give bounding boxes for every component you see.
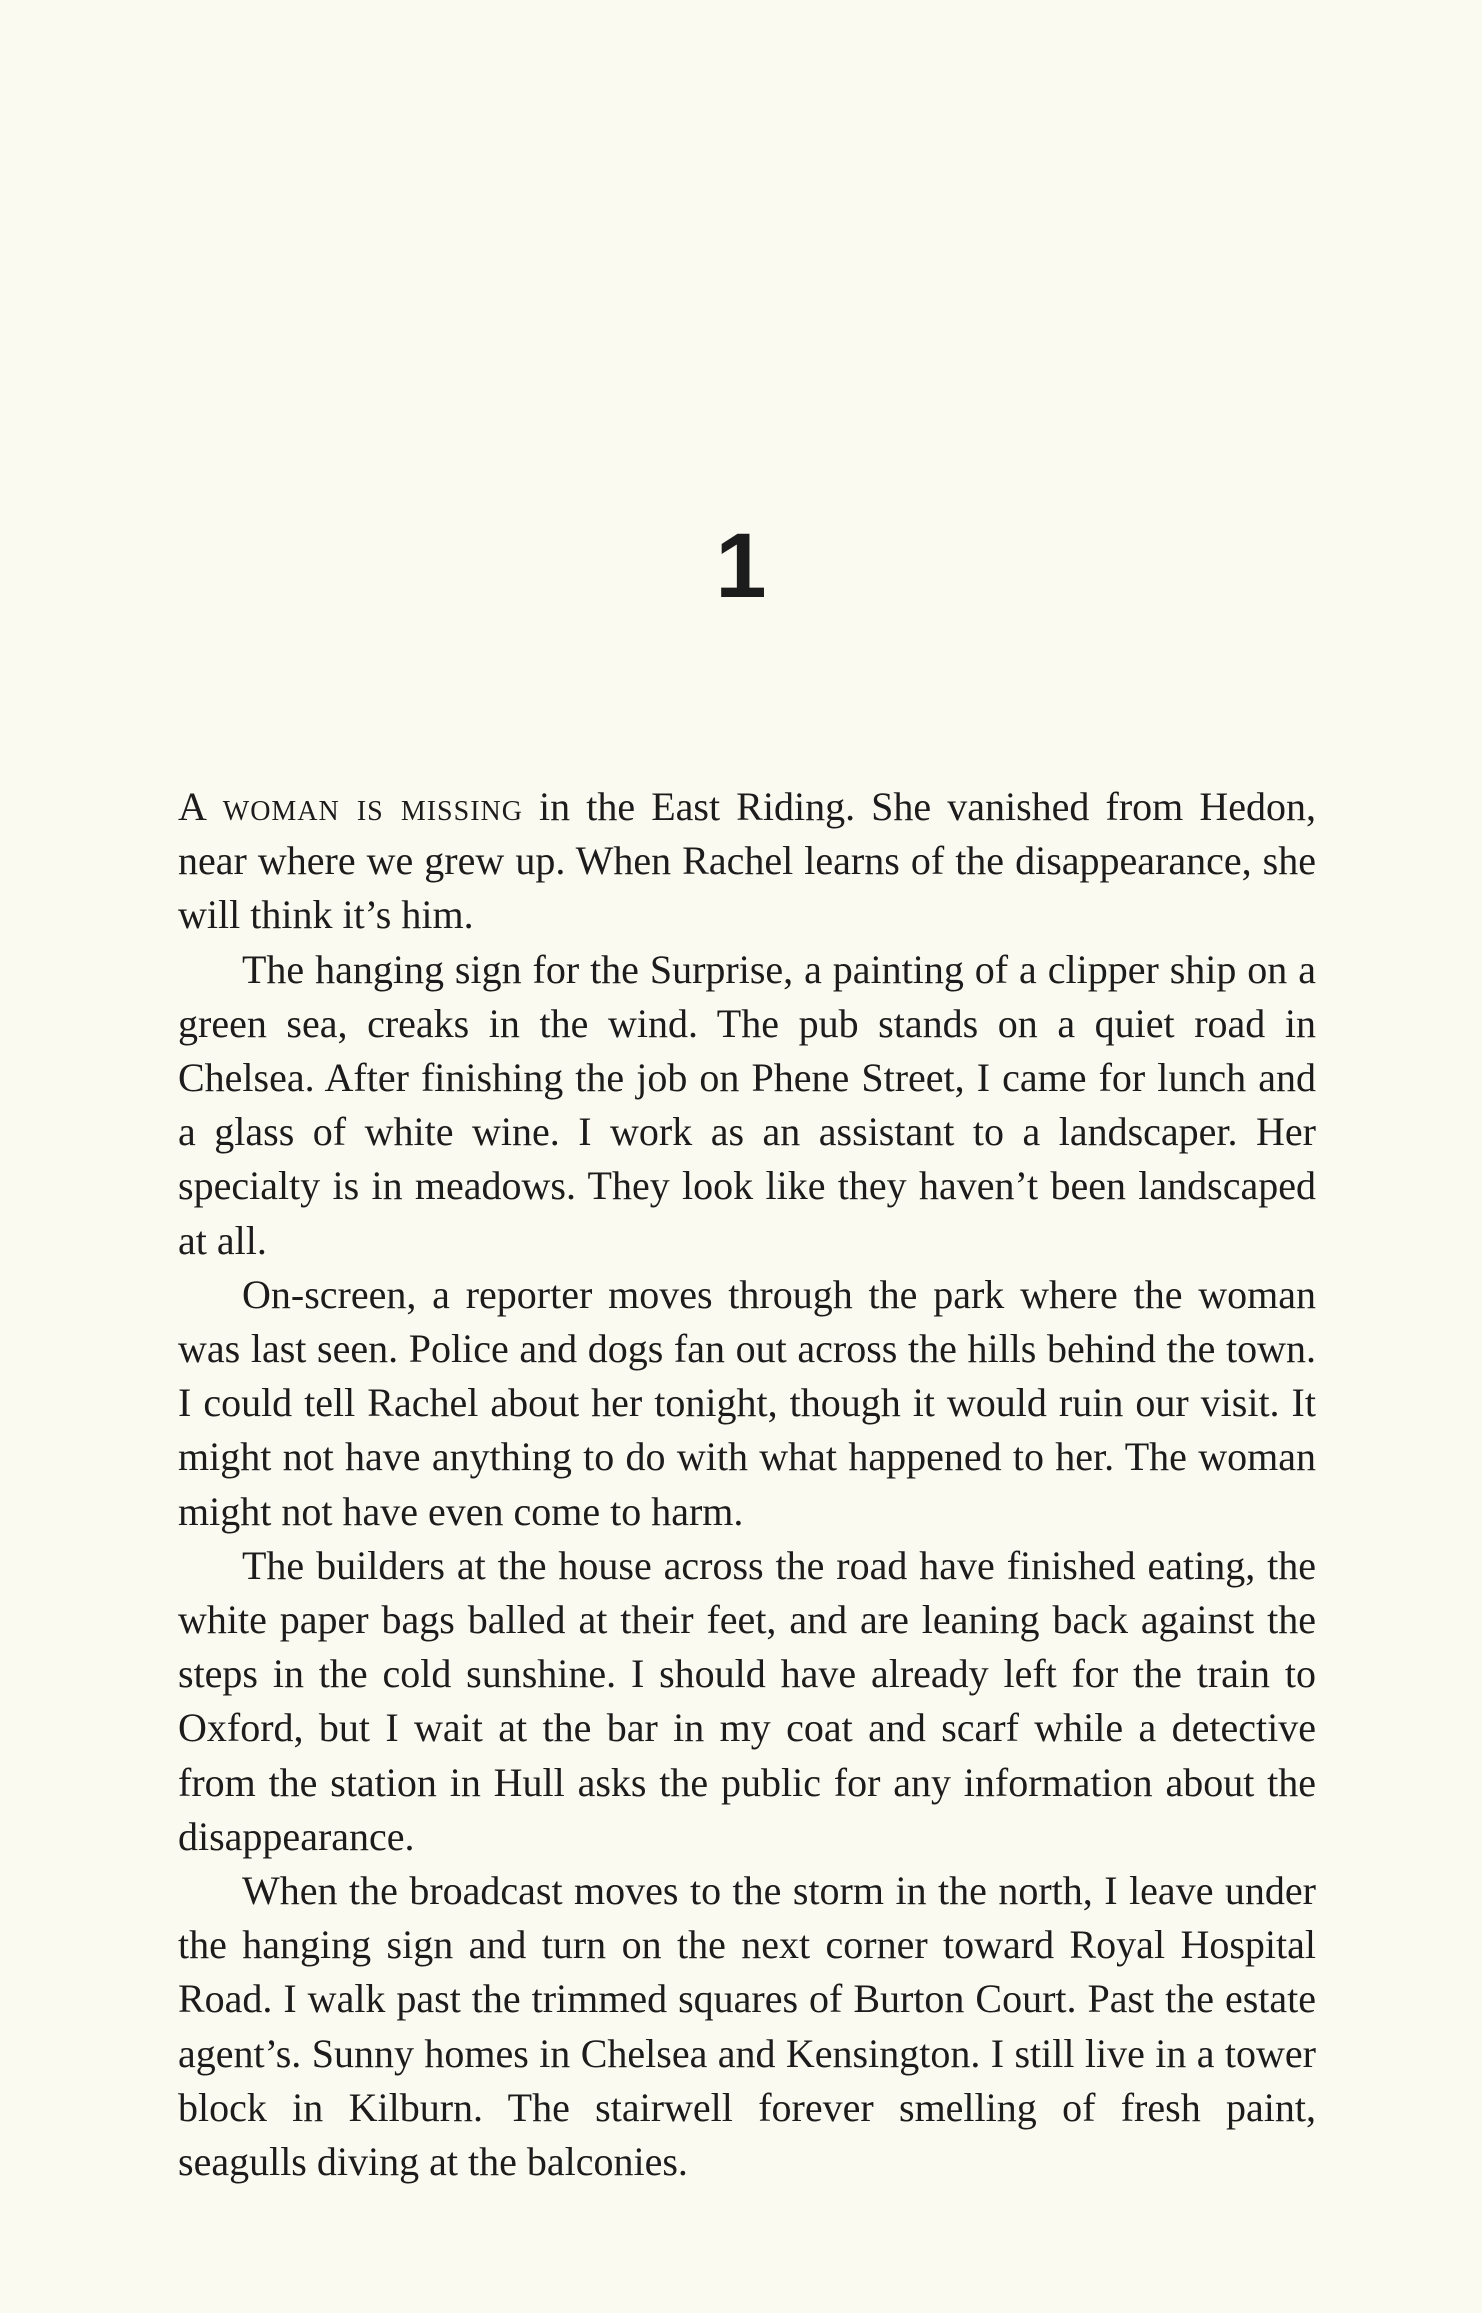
paragraph-4: The builders at the house across the road have finished eating, the white paper bags balled at their feet, and are leaning back against the steps in the cold sunshine. I should have already left for the train to Oxford, but I wait at the bar in my coat and scarf while a detective from the station in Hull asks the public for any information about the disappearance. — [178, 1542, 1316, 1859]
body-text — [178, 780, 1316, 2189]
paragraph-3: On-screen, a reporter moves through the park where the woman was last seen. Police and dogs fan out across the hills behind the town. I could tell Rachel about her tonight, though it would ruin our visit. It might not have anything to do with what happened to her. The woman might not have even come to harm. — [178, 1271, 1316, 1534]
lead-in-smallcaps: A woman is missing — [178, 784, 523, 829]
paragraph-1 — [178, 780, 1316, 943]
paragraph-5: When the broadcast moves to the storm in the north, I leave under the hanging sign and turn on the next corner toward Royal Hospital Road. I walk past the trimmed squares of Burton Court. Past the estate agent’s. Sunny homes in Chelsea and Kensington. I still live in a tower block in Kilburn. The stairwell forever smelling of fresh paint, seagulls diving at the balconies. — [178, 1868, 1316, 2185]
chapter-number: 1 — [715, 515, 767, 617]
paragraph-2: The hanging sign for the Surprise, a painting of a clipper ship on a green sea, creaks in the wind. The pub stands on a quiet road in Chelsea. After finishing the job on Phene Street, I came for lunch and a glass of white wine. I work as an assistant to a landscaper. Her specialty is in meadows. They look like they haven’t been landscaped at all. — [178, 946, 1316, 1263]
paragraph-1-text: in the East Riding. She vanished from Hedon, near where we grew up. When Rachel learns of the disappearance, she will think it’s him. — [178, 784, 1316, 938]
